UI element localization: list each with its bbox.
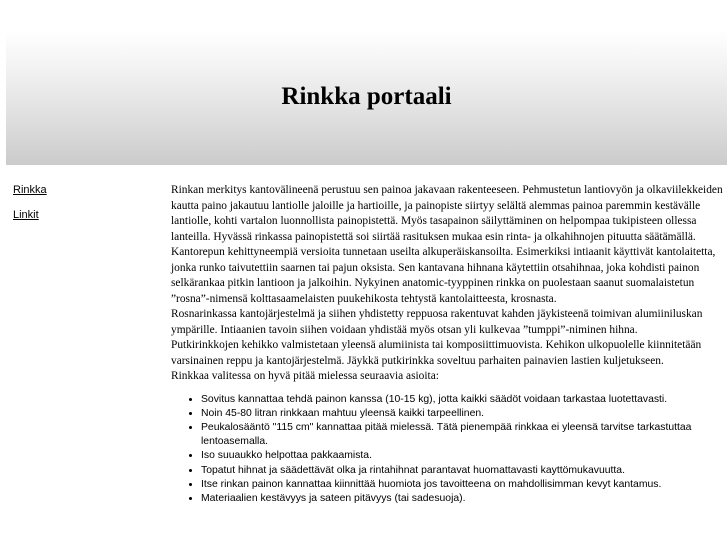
sidebar-nav [13,183,153,233]
list-item: • Materiaalien kestävyys ja sateen pitävyys (tai sadesuoja). [201,492,727,506]
header-banner [6,30,727,165]
list-item: • Iso suuaukko helpottaa pakkaamista. [201,449,727,463]
paragraph-rosnarinkka: Rosnarinkassa kantojärjestelmä ja siihen yhdistetty reppuosa rakentuvat kahden jäykisteenä toimivan alumiiniluskan ympärille. Intiaanien tavoin siihen voidaan yhdistää myös otsan yli kulkevaa ”tumppi”-niminen hihna. [171,308,703,336]
site-title: Rinkka portaali [281,83,452,110]
main-content [171,183,727,506]
list-item: • Topatut hihnat ja säädettävät olka ja rintahihnat parantavat huomattavasti kayttömukavuutta. [201,464,727,478]
list-item: • Peukalosääntö "115 cm" kannattaa pitää mielessä. Tätä pienempää rinkkaa ei yleensä tarvitse tarkastuttaa lentoasemalla. [201,421,727,449]
list-item: • Sovitus kannattaa tehdä painon kanssa (10-15 kg), jotta kaikki säädöt voidaan tarkastaa luotettavasti. [201,393,727,407]
paragraph-tips-intro: Rinkkaa valitessa on hyvä pitää mielessa seuraavia asioita: [171,370,439,382]
list-item: • Itse rinkan painon kannattaa kiinnittää huomiota jos tavoitteena on mahdollisimman kevyt kantamus. [201,478,727,492]
paragraph-history: Kantorepun kehittyneempiä versioita tunnetaan useilta alkuperäiskansoilta. Esimerkiksi intiaanit käyttivät kantolaitetta, jonka runko taivutettiin saarnen tai pajun oksista. Sen kantavana hihnana käytettiin otsahihnaa, joka kohdisti painon selkärankaa pitkin lantioon ja jalkoihin. Nykyinen anatomic-tyyppinen rinkka on puolestaan saanut suomalaistetun ”rosna”-nimensä kolttasaamelaisten puukehikosta tehtystä kantolaitteesta, krosnasta. [171,246,716,305]
paragraph-putkirinkka: Putkirinkkojen kehikko valmistetaan yleensä alumiinista tai komposiittimuovista. Kehikon ulkopuolelle kiinnitetään varsinainen reppu ja kantojärjestelmä. Jäykkä putkirinkka soveltuu parhaiten painavien lastien kuljetukseen. [171,339,702,367]
tips-list [171,393,727,507]
sidebar-link-rinkka[interactable]: Rinkka [13,184,47,196]
paragraph-intro: Rinkan merkitys kantovälineenä perustuu sen painoa jakavaan rakenteeseen. Pehmustetun lantiovyön ja olkaviilekkeiden kautta paino jakautuu lantiolle jaloille ja hartioille, ja painopiste siirtyy selältä alemmas painoa paremmin kestävälle lantiolle, kohti vartalon luonnollista painopistettä. Myös tasapainon säilyttäminen on helpompaa tukipisteen ollessa lanteilla. Hyvässä rinkassa painopistettä soi siirtää rasituksen mukaa esin rinta- ja olkahihnojen pituutta säätämällä. [171,184,723,243]
list-item: • Noin 45-80 litran rinkkaan mahtuu yleensä kaikki tarpeellinen. [201,407,727,421]
page [6,30,727,545]
sidebar-link-linkit[interactable]: Linkit [13,209,39,221]
